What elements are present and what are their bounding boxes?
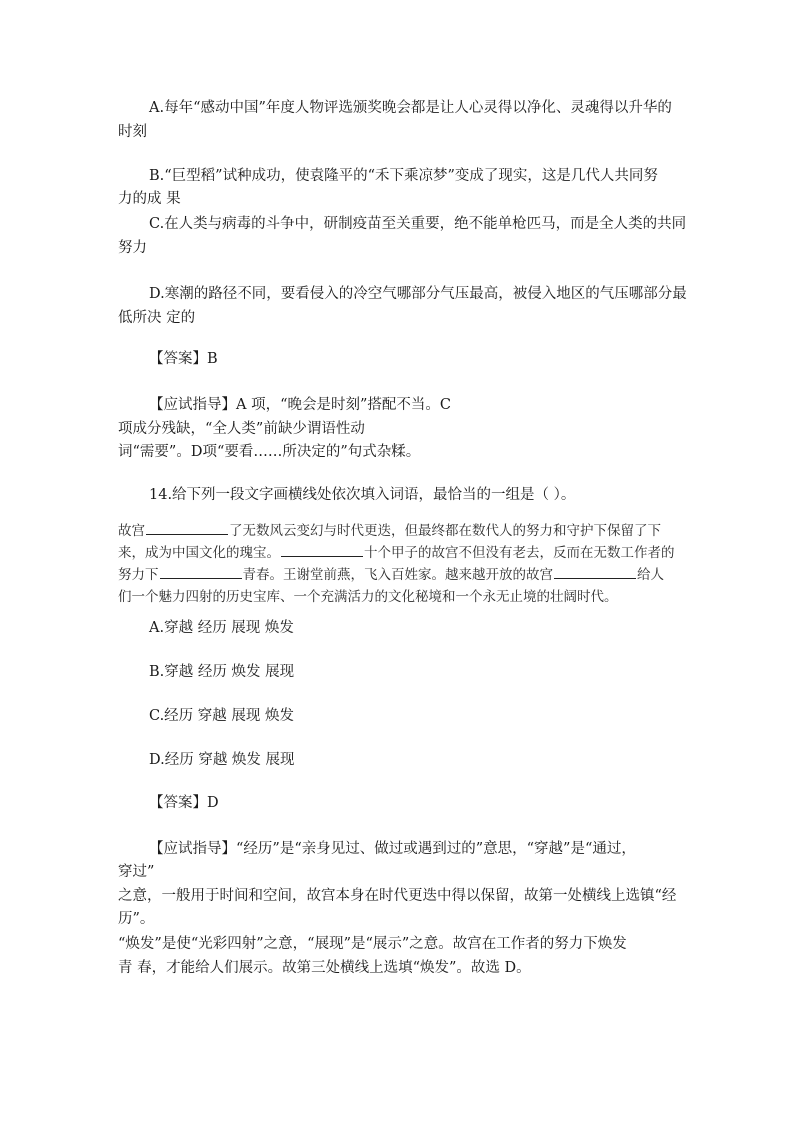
guide-14-line-5: “焕发”是使“光彩四射”之意，“展现”是“展示”之意。故宫在工作者的努力下焕发 <box>118 936 627 952</box>
blank-3 <box>160 565 242 579</box>
option-b-line-1: B.“巨型稻”试种成功，使袁隆平的“禾下乘凉梦”变成了现实，这是几代人共同努 <box>149 168 658 184</box>
answer-14: 【答案】D <box>149 795 219 811</box>
option-14-c: C.经历 穿越 展现 焕发 <box>149 708 295 724</box>
passage-line-3: 努力下 青春。王谢堂前燕，飞入百姓家。越来越开放的故宫 给人 <box>118 567 664 583</box>
option-c-line-2: 努力 <box>118 240 147 256</box>
option-a-line-1: A.每年“感动中国”年度人物评选颁奖晚会都是让人心灵得以净化、灵魂得以升华的 <box>149 100 672 116</box>
guide-14-line-6: 青 春，才能给人们展示。故第三处横线上选填“焕发”。故选 D。 <box>118 960 531 976</box>
answer-13: 【答案】B <box>149 351 218 367</box>
option-d-line-2: 低所决 定的 <box>118 310 196 326</box>
option-14-a: A.穿越 经历 展现 焕发 <box>149 620 294 636</box>
passage-line-1: 故宫 了无数风云变幻与时代更迭，但最终都在数代人的努力和守护下保留了下 <box>118 523 661 539</box>
blank-1 <box>146 521 228 535</box>
passage-line-2: 来，成为中国文化的瑰宝。 十个甲子的故宫不但没有老去，反而在无数工作者的 <box>118 545 675 561</box>
guide-14-line-3: 之意，一般用于时间和空间，故宫本身在时代更迭中得以保留，故第一处横线上选镇“经 <box>118 888 677 904</box>
option-14-d: D.经历 穿越 焕发 展现 <box>149 752 295 768</box>
passage-line-4: 们一个魅力四射的历史宝库、一个充满活力的文化秘境和一个永无止境的壮阔时代。 <box>118 589 618 605</box>
option-a-line-2: 时刻 <box>118 124 147 140</box>
question-14: 14.给下列一段文字画横线处依次填入词语，最恰当的一组是（ ）。 <box>149 487 576 503</box>
guide-13-line-3: 词“需要”。D项“要看……所决定的”句式杂糅。 <box>118 444 421 460</box>
blank-4 <box>554 565 636 579</box>
option-c-line-1: C.在人类与病毒的斗争中，研制疫苗至关重要，绝不能单枪匹马，而是全人类的共同 <box>149 216 687 232</box>
option-b-line-2: 力的成 果 <box>118 191 181 207</box>
option-d-line-1: D.寒潮的路径不同，要看侵入的冷空气哪部分气压最高，被侵入地区的气压哪部分最 <box>149 286 687 302</box>
option-14-b: B.穿越 经历 焕发 展现 <box>149 664 295 680</box>
guide-13-line-2: 项成分残缺，“全人类”前缺少谓语性动 <box>118 421 365 437</box>
guide-14-line-1: 【应试指导】“经历”是“亲身见过、做过或遇到过的”意思，“穿越”是“通过， <box>149 841 636 857</box>
passage-image <box>118 520 678 608</box>
blank-2 <box>281 543 363 557</box>
guide-14-line-2: 穿过” <box>118 864 155 880</box>
guide-14-line-4: 历”。 <box>118 911 155 927</box>
guide-13-line-1: 【应试指导】A 项，“晚会是时刻”搭配不当。C <box>149 397 451 413</box>
